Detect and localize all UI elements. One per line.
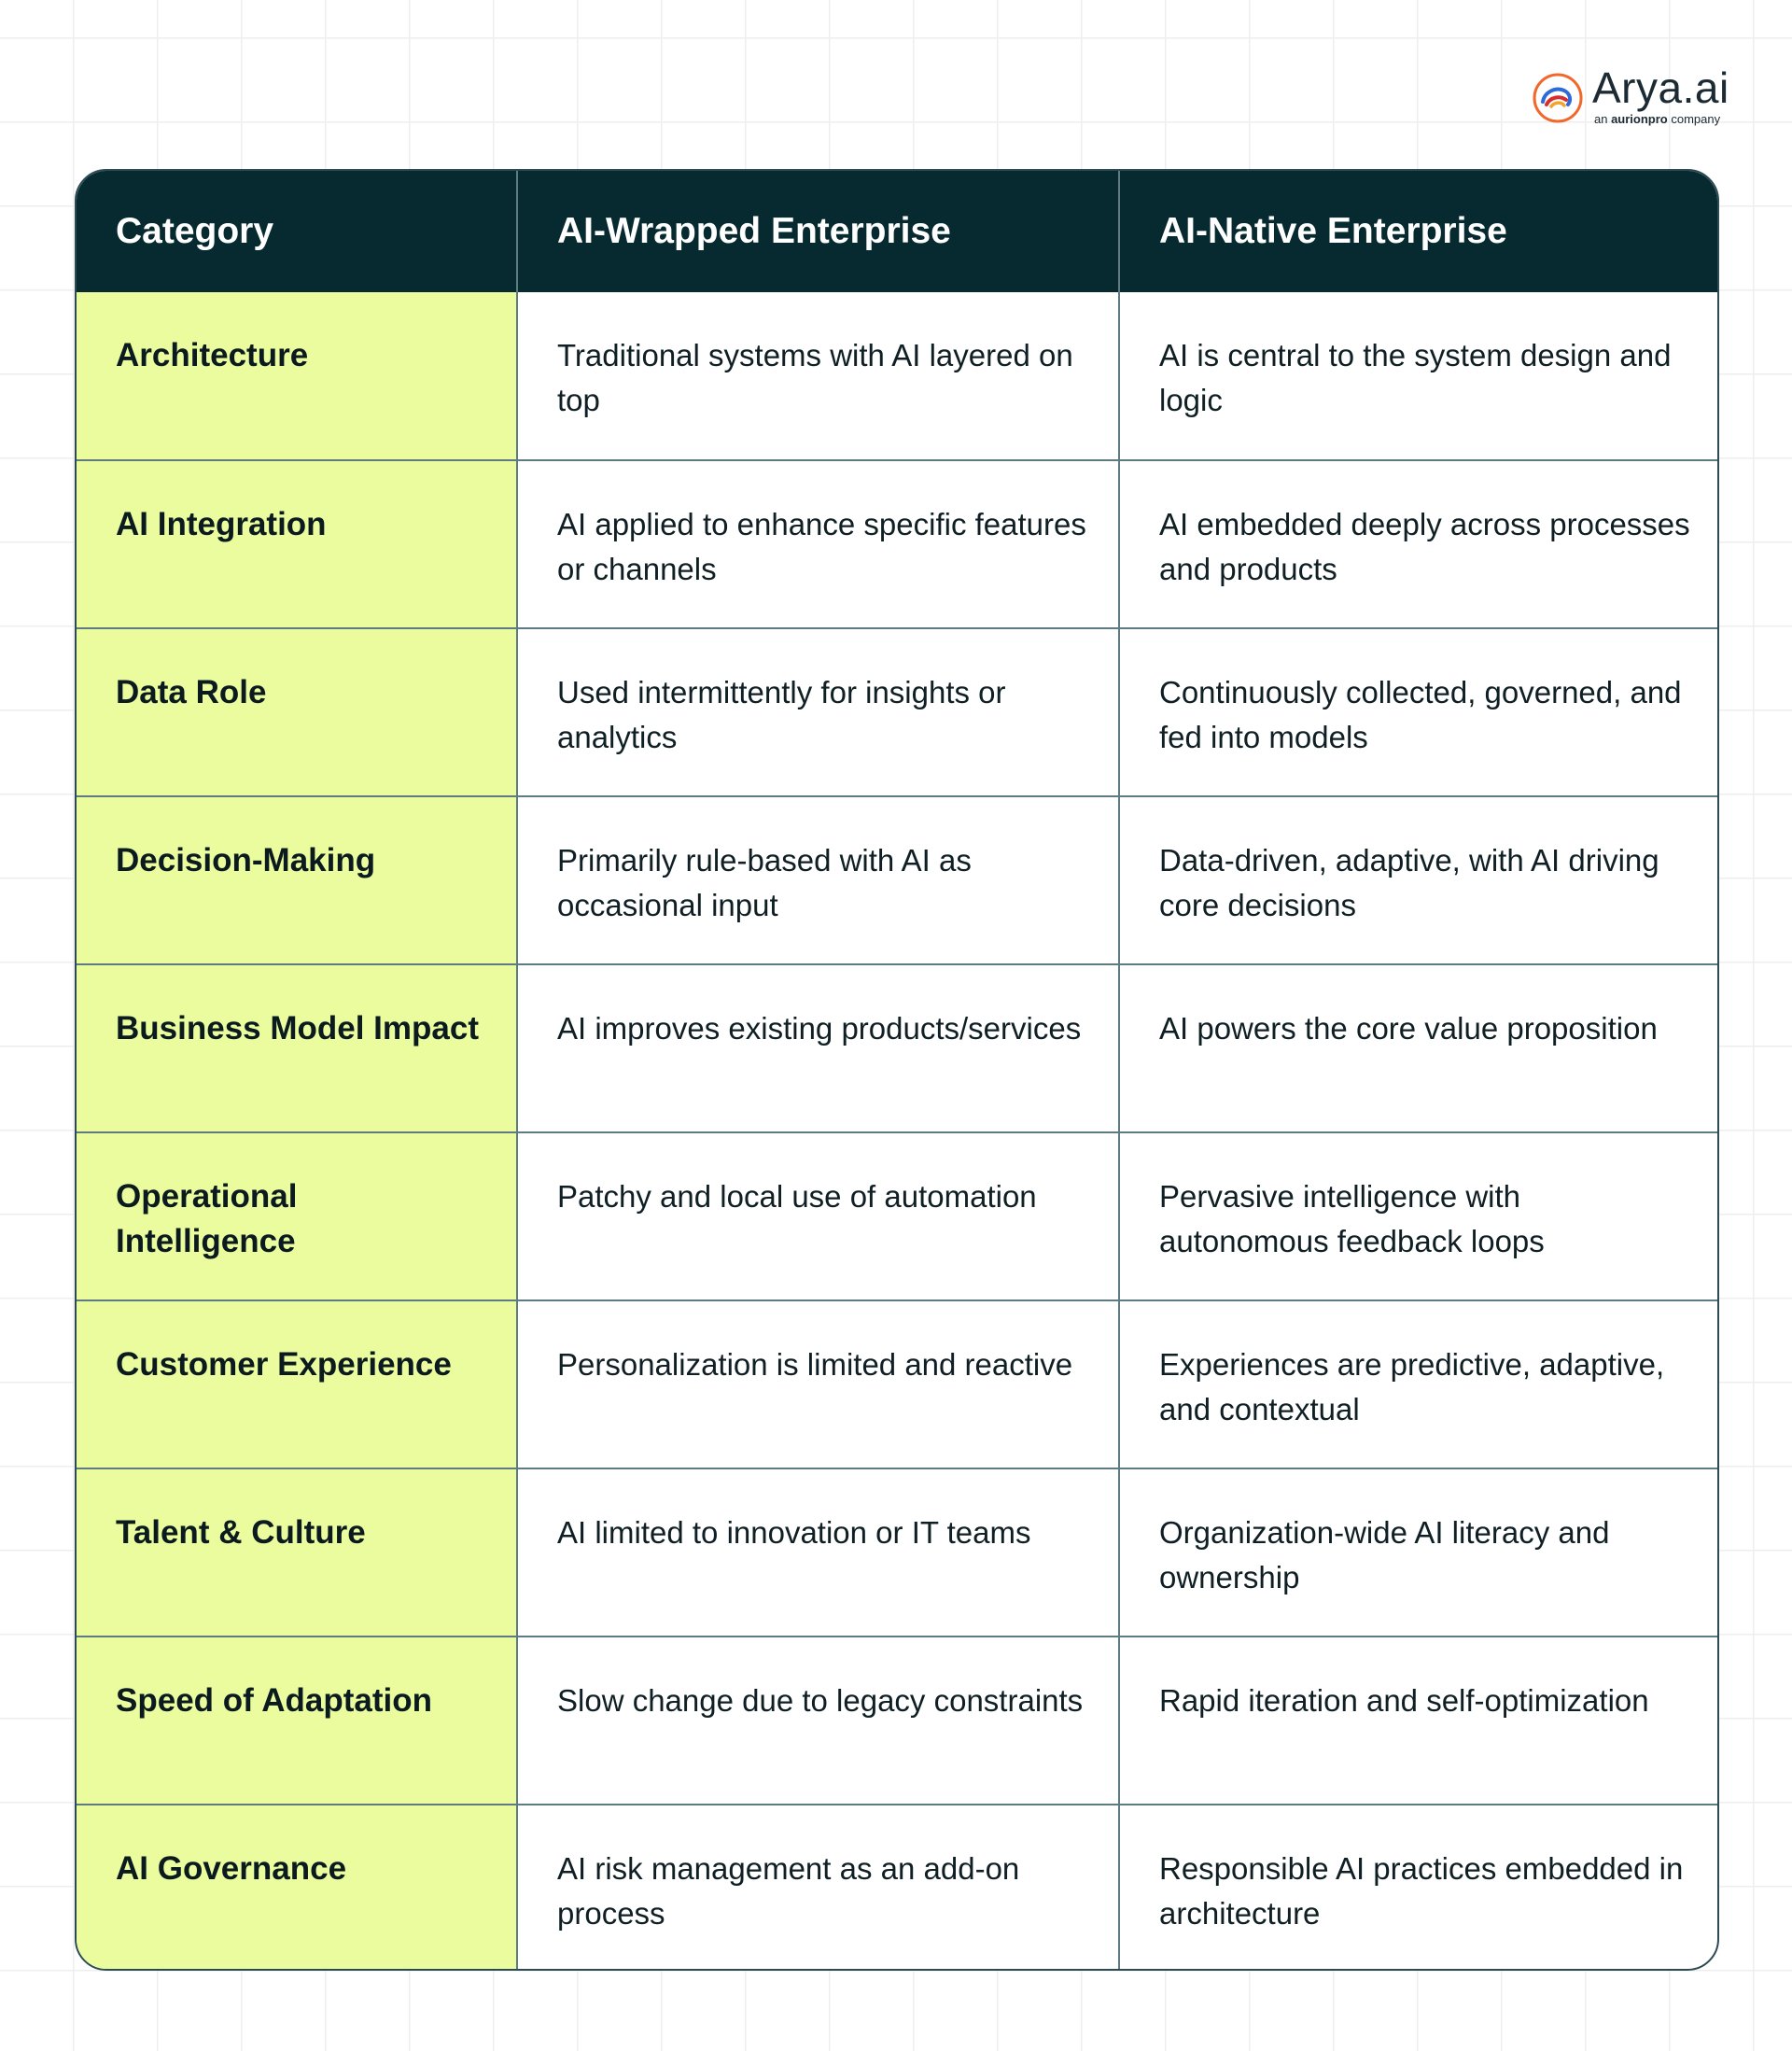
row-wrapped: Patchy and local use of automation	[517, 1132, 1119, 1300]
row-category: Data Role	[77, 628, 517, 796]
row-category: Talent & Culture	[77, 1468, 517, 1637]
table-header-row	[77, 171, 1717, 292]
row-category: Decision-Making	[77, 796, 517, 964]
brand-name: Arya.ai	[1592, 63, 1729, 112]
table-row	[77, 1132, 1717, 1300]
row-native: Pervasive intelligence with autonomous feedback loops	[1119, 1132, 1717, 1300]
row-wrapped: AI limited to innovation or IT teams	[517, 1468, 1119, 1637]
row-native: Experiences are predictive, adaptive, and contextual	[1119, 1300, 1717, 1468]
comparison-table	[75, 169, 1719, 1971]
row-category: Customer Experience	[77, 1300, 517, 1468]
row-category: Speed of Adaptation	[77, 1637, 517, 1805]
row-wrapped: Traditional systems with AI layered on top	[517, 292, 1119, 460]
row-native: AI embedded deeply across processes and products	[1119, 460, 1717, 628]
row-wrapped: AI applied to enhance specific features or channels	[517, 460, 1119, 628]
table-row	[77, 460, 1717, 628]
table-row	[77, 1468, 1717, 1637]
row-wrapped: AI risk management as an add-on process	[517, 1805, 1119, 1971]
row-native: Data-driven, adaptive, with AI driving core decisions	[1119, 796, 1717, 964]
row-native: Continuously collected, governed, and fed into models	[1119, 628, 1717, 796]
row-wrapped: Used intermittently for insights or analytics	[517, 628, 1119, 796]
arya-logo-icon	[1531, 71, 1585, 125]
row-native: AI powers the core value proposition	[1119, 964, 1717, 1132]
table-row	[77, 964, 1717, 1132]
row-native: AI is central to the system design and logic	[1159, 338, 1672, 417]
row-wrapped: AI improves existing products/services	[517, 964, 1119, 1132]
row-native: Rapid iteration and self-optimization	[1119, 1637, 1717, 1805]
row-category: AI Integration	[77, 460, 517, 628]
row-category: Business Model Impact	[77, 964, 517, 1132]
row-category: AI Governance	[77, 1805, 517, 1971]
header-ai-native: AI-Native Enterprise	[1159, 211, 1507, 251]
brand-logo	[1531, 62, 1729, 129]
brand-tagline: an aurionpro company	[1594, 112, 1721, 126]
header-ai-wrapped: AI-Wrapped Enterprise	[517, 171, 1119, 292]
row-native: Responsible AI practices embedded in architecture	[1119, 1805, 1717, 1971]
header-category: Category	[77, 171, 517, 292]
table-row	[77, 628, 1717, 796]
row-wrapped: Personalization is limited and reactive	[517, 1300, 1119, 1468]
row-category: Architecture	[77, 292, 517, 460]
table-row	[77, 1805, 1717, 1971]
row-native: Organization-wide AI literacy and ownership	[1119, 1468, 1717, 1637]
table-row	[77, 1300, 1717, 1468]
row-category: Operational Intelligence	[77, 1132, 517, 1300]
table-row	[77, 796, 1717, 964]
table-row	[77, 1637, 1717, 1805]
row-wrapped: Slow change due to legacy constraints	[517, 1637, 1119, 1805]
table-row	[77, 292, 1717, 460]
row-wrapped: Primarily rule-based with AI as occasional input	[517, 796, 1119, 964]
